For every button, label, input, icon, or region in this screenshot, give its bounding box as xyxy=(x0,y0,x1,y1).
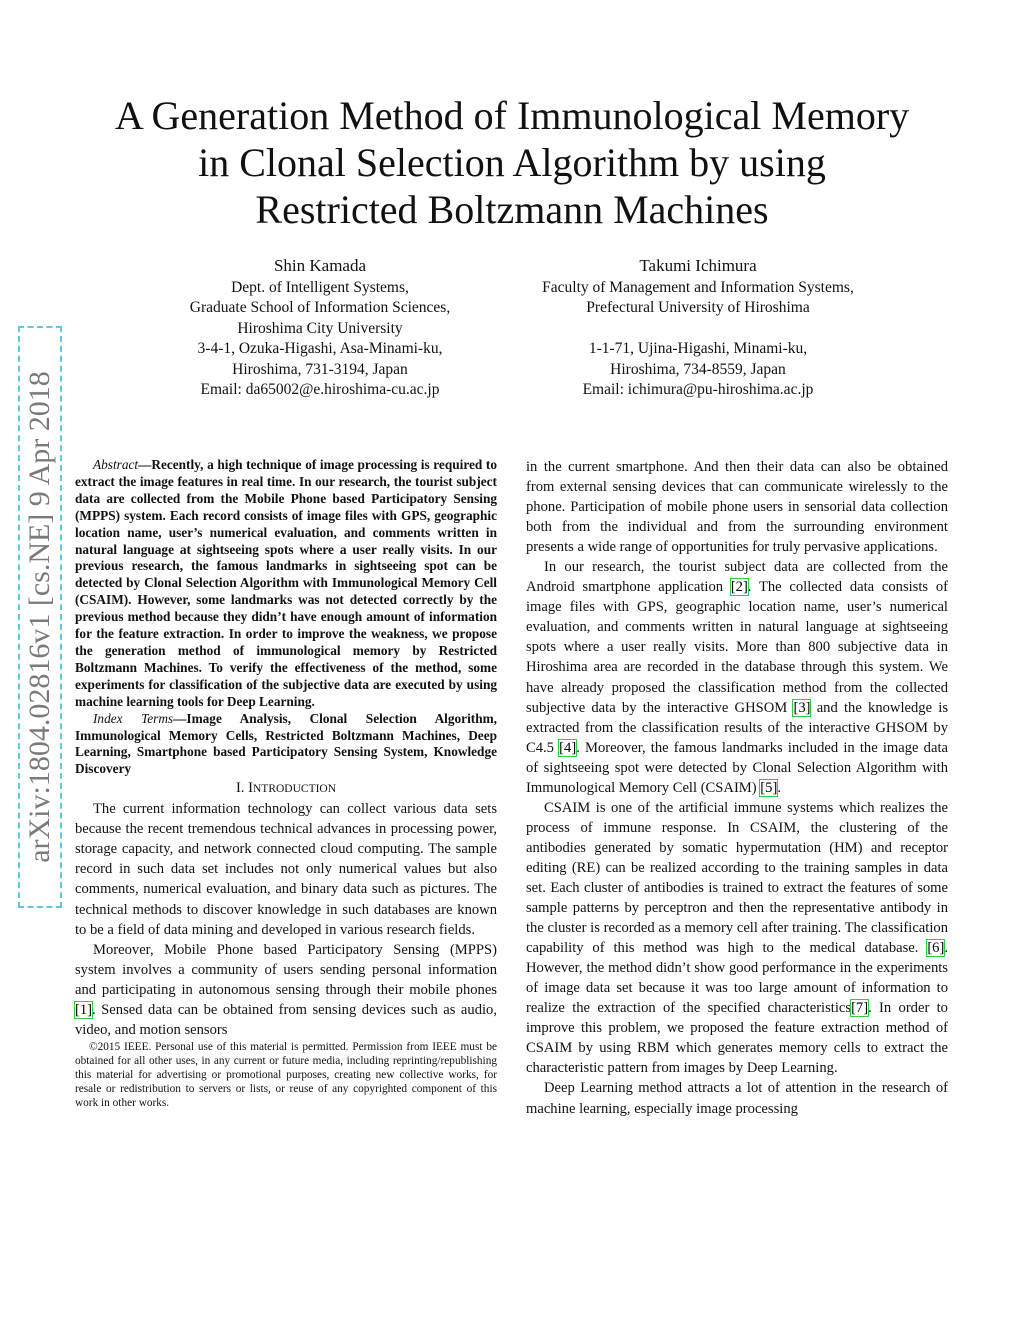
author-block-1 xyxy=(120,256,520,401)
text-run: . xyxy=(777,779,781,796)
text-run: . Sensed data can be obtained from sensing devices such as audio, video, and motion sensors xyxy=(75,1001,497,1038)
body-paragraph-csaim xyxy=(526,798,948,1079)
left-column xyxy=(75,457,497,1110)
right-column xyxy=(526,457,948,1119)
citation-link-2[interactable]: [2] xyxy=(730,579,748,596)
text-run: . The collected data consists of image files with GPS, geographic location name, user’s numerical evaluation, and comments written in natural language at sightseeing spots where a user really visits. More than 800 subjective data in Hiroshima area are recorded in the database through this system. We have already proposed the classification method from the collected subjective data by the interactive GHSOM xyxy=(526,579,948,716)
text-run: . However, the method didn’t show good performance in the experiments of image data set because it was too large amount of information to realize the extraction of the specified characteristics xyxy=(526,940,948,1017)
text-run: CSAIM is one of the artificial immune systems which realizes the process of immune response. In CSAIM, the clustering of the antibodies generated by somatic hypermutation (HM) and receptor editing (RE) can be realized according to the training samples in data set. Each cluster of antibodies is trained to extract the features of some sample patterns by perceptron and then the representative antibody in the cluster is recorded as a memory cell after training. The classification capability of this method was high to the medical database. xyxy=(526,799,948,957)
author-affiliation-line: Hiroshima, 734-8559, Japan xyxy=(610,360,786,378)
abstract xyxy=(75,457,497,711)
abstract-text: —Recently, a high technique of image processing is required to extract the image features in real time. In our research, the tourist subject data are collected from the Mobile Phone based Participatory Sensing (MPPS) system. Each record consists of image files with GPS, geographic location name, user’s numerical evaluation, and comments written in natural language at sightseeing spots where a user really visits. In our previous research, the famous landmarks in sightseeing spot can be detected by Clonal Selection Algorithm with Immunological Memory Cell (CSAIM). However, some landmarks was not detected correctly by the previous method because they didn’t have enough amount of information for the feature extraction. In order to improve the weakness, we propose the generation method of immunological memory by Restricted Boltzmann Machines. To verify the effectiveness of the method, some experiments for classification of the subjective data are executed by using machine learning tools for Deep Learning. xyxy=(75,457,497,709)
author-affiliation-line: 1-1-71, Ujina-Higashi, Minami-ku, xyxy=(588,340,808,357)
citation-link-3[interactable]: [3] xyxy=(793,699,811,716)
index-terms-label: Index Terms xyxy=(93,710,174,726)
arxiv-stamp[interactable]: arXiv:1804.02816v1 [cs.NE] 9 Apr 2018 xyxy=(23,371,56,863)
body-paragraph-research xyxy=(526,557,948,798)
text-run: Moreover, Mobile Phone based Participatory Sensing (MPPS) system involves a community of users sending personal information and participating in autonomous sensing through their mobile phones xyxy=(75,941,497,998)
abstract-label: Abstract xyxy=(93,457,139,472)
section-title-rest: NTRODUCTION xyxy=(252,783,337,796)
author-name: Takumi Ichimura xyxy=(639,256,757,275)
text-run: and the knowledge is extracted from the classification results of the interactive GHSOM by C4.5 xyxy=(526,699,948,756)
author-affiliation-line: Prefectural University of Hiroshima xyxy=(586,299,810,316)
citation-link-5[interactable]: [5] xyxy=(760,779,778,796)
author-affiliation-line: Hiroshima City University xyxy=(237,319,403,337)
author-affiliation-line: Hiroshima, 731-3194, Japan xyxy=(232,360,408,378)
index-terms xyxy=(75,711,497,779)
title-line-1: A Generation Method of Immunological Memory xyxy=(114,93,910,138)
text-run: . In order to improve this problem, we proposed the feature extraction method of CSAIM by using RBM which generates memory cells to extract the characteristic pattern from images by Deep Learning. xyxy=(526,1000,948,1077)
title-line-2: in Clonal Selection Algorithm by using xyxy=(198,140,826,185)
citation-link-1[interactable]: [1] xyxy=(75,1001,93,1018)
section-heading-introduction xyxy=(75,778,497,799)
author-email: Email: ichimura@pu-hiroshima.ac.jp xyxy=(582,381,814,398)
author-block-2 xyxy=(500,256,896,401)
text-run: . Moreover, the famous landmarks included in the image data of sightseeing spot were detected by Clonal Selection Algorithm with Immunological Memory Cell (CSAIM) xyxy=(526,739,948,796)
citation-link-4[interactable]: [4] xyxy=(559,739,577,756)
affiliation-spacer xyxy=(500,319,896,340)
paper-title xyxy=(60,92,964,233)
intro-paragraph-2 xyxy=(75,940,497,1040)
author-affiliation-line: 3-4-1, Ozuka-Higashi, Asa-Minami-ku, xyxy=(197,340,443,357)
citation-link-6[interactable]: [6] xyxy=(927,940,945,957)
index-terms-text: —Image Analysis, Clonal Selection Algorithm, Immunological Memory Cells, Restricted Boltzmann Machines, Deep Learning, Smartphone based Participatory Sensing System, Knowledge Discovery xyxy=(75,710,497,777)
section-title-initial: I xyxy=(248,780,253,797)
author-affiliation-line: Faculty of Management and Information Systems, xyxy=(542,278,854,296)
citation-link-7[interactable]: [7] xyxy=(851,1000,869,1017)
author-email: Email: da65002@e.hiroshima-cu.ac.jp xyxy=(200,381,440,398)
author-affiliation-line: Dept. of Intelligent Systems, xyxy=(231,278,409,296)
author-affiliation-line: Graduate School of Information Sciences, xyxy=(189,299,451,316)
author-name: Shin Kamada xyxy=(273,256,367,275)
text-run: In our research, the tourist subject data are collected from the Android smartphone application xyxy=(526,559,948,596)
title-line-3: Restricted Boltzmann Machines xyxy=(255,187,769,232)
copyright-notice: ©2015 IEEE. Personal use of this material is permitted. Permission from IEEE must be obtained for all other uses, in any current or future media, including reprinting/republishing this material for advertising or promotional purposes, creating new collective works, for resale or redistribution to servers or lists, or reuse of any copyrighted component of this work in other works. xyxy=(75,1040,497,1109)
body-paragraph-deep-learning: Deep Learning method attracts a lot of attention in the research of machine learning, especially image processing xyxy=(526,1080,948,1117)
body-paragraph-continued: in the current smartphone. And then their data can also be obtained from external sensing devices that can communicate wirelessly to the phone. Participation of mobile phone users in sensorial data collection both from the individual and from the surrounding environment presents a wide range of opportunities for truly pervasive applications. xyxy=(526,459,948,556)
section-number: I. xyxy=(235,780,249,797)
intro-paragraph-1: The current information technology can collect various data sets because the recent tremendous technical advances in processing power, storage capacity, and network connected cloud computing. The sample record in such data set includes not only numerical values but also comments, numerical evaluation, and binary data such as pictures. The technical methods to discover knowledge in such databases are known to be a field of data mining and developed in various research fields. xyxy=(75,801,497,938)
